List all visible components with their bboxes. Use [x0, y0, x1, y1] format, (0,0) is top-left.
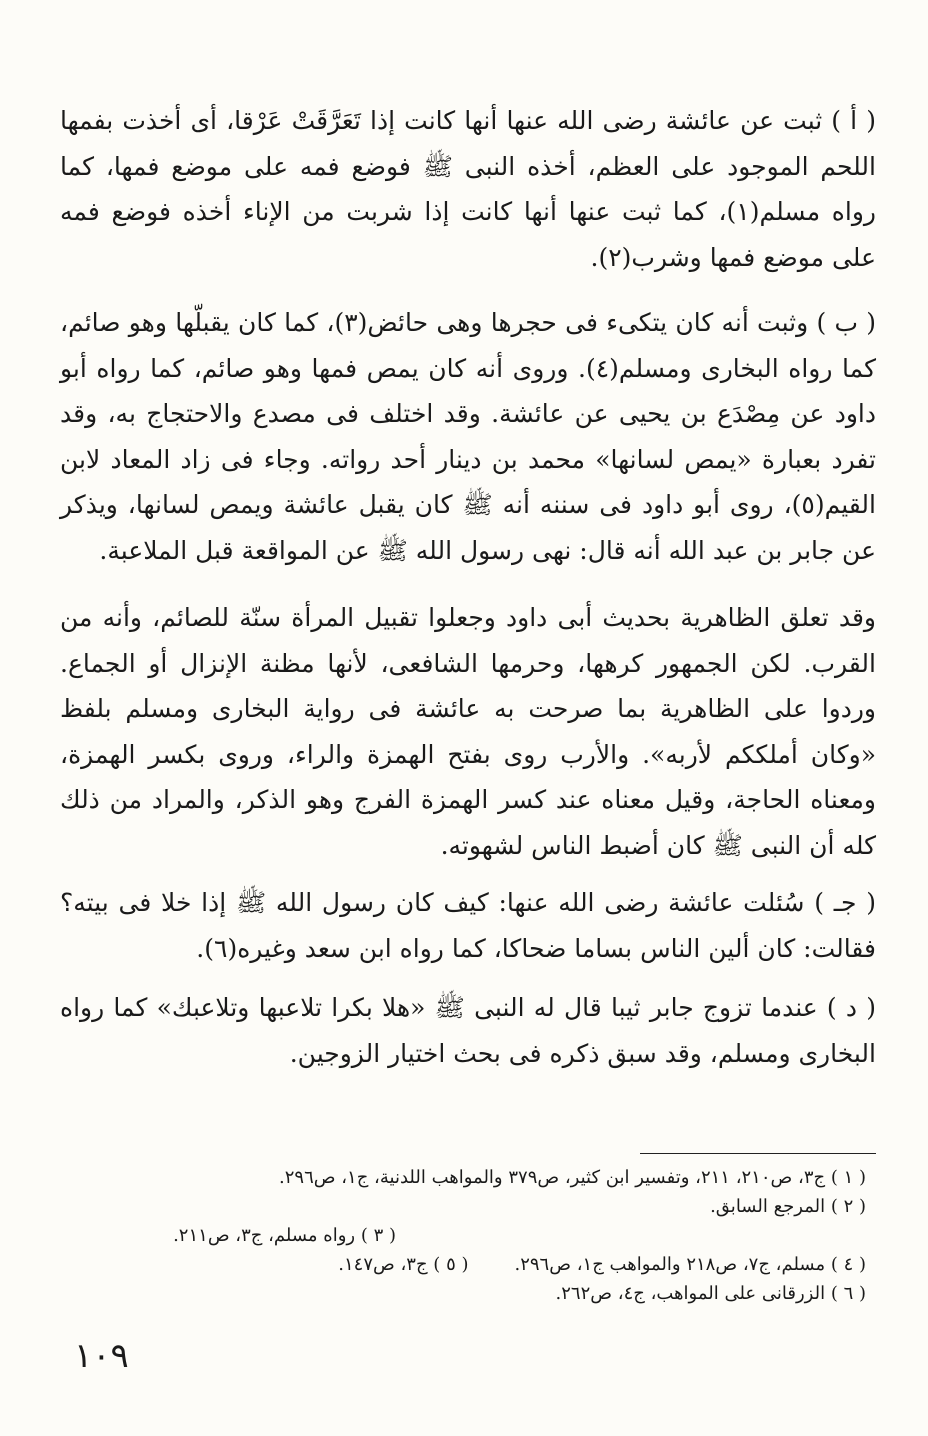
footnote-6: ( ٦ ) الزرقانى على المواهب، ج٤، ص٢٦٢.	[555, 1283, 866, 1304]
footnote-line	[60, 1192, 866, 1221]
footnote-5: ( ٥ ) ج٣، ص١٤٧.	[338, 1254, 469, 1275]
footnotes	[60, 1163, 866, 1308]
main-text	[60, 98, 876, 1076]
paragraph-zahiriya: وقد تعلق الظاهرية بحديث أبى داود وجعلوا تقبيل المرأة سنّة للصائم، وأنه من القرب. لكن الجمهور كرهها، وحرمها الشافعى، لأنها مظنة الإنزال أو الجماع. وردوا على الظاهرية بما صرحت به عائشة فى رواية البخارى ومسلم بلفظ «وكان أملككم لأربه». والأرب روى بفتح الهمزة والراء، وروى بكسر الهمزة، ومعناه الحاجة، وقيل معناه عند كسر الهمزة الفرج وهو الذكر، والمراد من ذلك كله أن النبى ﷺ كان أضبط الناس لشهوته.	[60, 603, 876, 860]
footnote-2: ( ٢ ) المرجع السابق.	[710, 1196, 866, 1217]
footnote-4: ( ٤ ) مسلم، ج٧، ص٢١٨ والمواهب ج١، ص٢٩٦.	[514, 1254, 866, 1275]
footnote-3: ( ٣ ) رواه مسلم، ج٣، ص٢١١.	[173, 1225, 396, 1246]
footnote-separator	[640, 1153, 876, 1154]
paragraph-b: ( ب ) وثبت أنه كان يتكىء فى حجرها وهى حائض(٣)، كما كان يقبلّها وهو صائم، كما رواه البخارى ومسلم(٤). وروى أنه كان يمص فمها وهو صائم، كما رواه أبو داود عن مِصْدَع بن يحيى عن عائشة. وقد اختلف فى مصدع والاحتجاج به، وقد تفرد بعبارة «يمص لسانها» محمد بن دينار أحد رواته. وجاء فى زاد المعاد لابن القيم(٥)، روى أبو داود فى سننه أنه ﷺ كان يقبل عائشة ويمص لسانها، ويذكر عن جابر بن عبد الله أنه قال: نهى رسول الله ﷺ عن المواقعة قبل الملاعبة.	[60, 308, 877, 565]
paragraph-dal: ( د ) عندما تزوج جابر ثيبا قال له النبى ﷺ «هلا بكرا تلاعبها وتلاعبك» كما رواه البخارى ومسلم، وقد سبق ذكره فى بحث اختيار الزوجين.	[60, 993, 876, 1068]
paragraph-a: ( أ ) ثبت عن عائشة رضى الله عنها أنها كانت إذا تَعَرَّقَتْ عَرْقا، أى أخذت بفمها اللحم الموجود على العظم، أخذه النبى ﷺ فوضع فمه على موضع فمها، كما رواه مسلم(١)، كما ثبت عنها أنها كانت إذا شربت من الإناء أخذه فوضع فمه على موضع فمها وشرب(٢).	[60, 106, 876, 272]
paragraph-jim: ( جـ ) سُئلت عائشة رضى الله عنها: كيف كان رسول الله ﷺ إذا خلا فى بيته؟ فقالت: كان ألين الناس بساما ضحاكا، كما رواه ابن سعد وغيره(٦).	[60, 888, 876, 963]
footnote-line	[60, 1221, 866, 1250]
page-number: ١٠٩	[74, 1336, 129, 1376]
footnote-line	[60, 1279, 866, 1308]
footnote-line	[60, 1163, 866, 1192]
footnote-1: ( ١ ) ج٣، ص٢١٠، ٢١١، وتفسير ابن كثير، ص٣٧٩ والمواهب اللدنية، ج١، ص٢٩٦.	[279, 1167, 866, 1188]
footnote-line	[60, 1250, 866, 1279]
